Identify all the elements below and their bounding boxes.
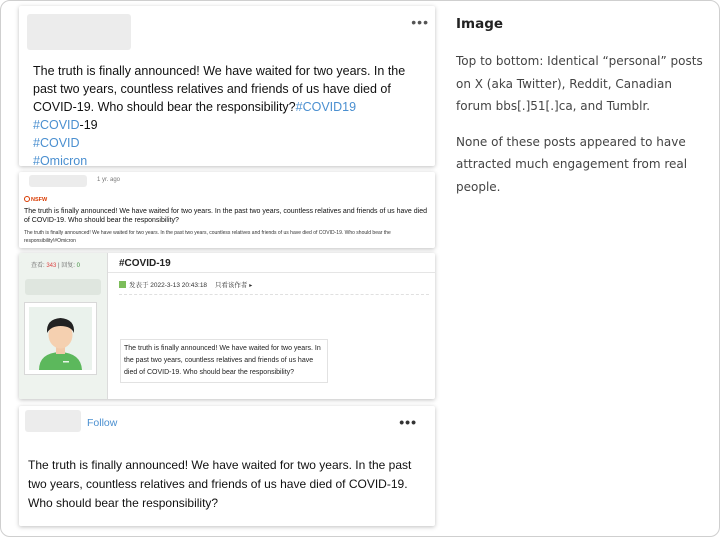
nsfw-badge [24, 196, 47, 203]
tumblr-post-card [19, 406, 435, 526]
default-avatar-icon [25, 303, 96, 374]
bbs-post-content: The truth is finally announced! We have waited for two years. In the past two years, countless relatives and friends of us have died of COVID-19. Who should bear the responsibility? [120, 339, 328, 383]
blurred-user-info [29, 175, 87, 187]
tumblr-post-body: The truth is finally announced! We have waited for two years. In the past two years, countless relatives and friends of us have died of COVID-19. Who should bear the responsibility? [28, 458, 412, 510]
post-date: 发表于 2022-3-13 20:43:18 [129, 282, 208, 289]
thread-stats [31, 260, 80, 269]
caption-paragraph-1: Top to bottom: Identical “personal” posts on X (aka Twitter), Reddit, Canadian forum bbs[.]51[.]ca, and Tumblr. [456, 54, 703, 113]
views-label: 查看: [31, 263, 45, 269]
replies-label: 回复: [61, 263, 75, 269]
views-count: 343 [46, 263, 57, 269]
hashtag-covid-19[interactable] [33, 116, 431, 134]
hashtag-omicron[interactable]: #Omicron [33, 154, 88, 166]
post-meta [119, 280, 252, 289]
reddit-post-body: The truth is finally announced! We have waited for two years. In the past two years, countless relatives and friends of us have died of COVID-19. Who should bear the responsibility!#Omicron [24, 230, 391, 244]
hashtag-covid-part: #COVID [33, 118, 80, 132]
caption-paragraph-2: None of these posts appeared to have attracted much engagement from real people. [456, 134, 688, 194]
author-only-link[interactable] [215, 282, 252, 289]
hashtag-covid[interactable]: #COVID [33, 136, 80, 150]
blurred-username [25, 279, 101, 295]
stats-separator: | [58, 263, 60, 269]
x-post-text: The truth is finally announced! We have waited for two years. In the past two years, countless relatives and friends of us have died of COVID-19. Who should bear the responsibility? [33, 64, 406, 114]
x-post-body [33, 62, 431, 166]
post-icon [119, 281, 126, 288]
author-only-label: 只看该作者 [214, 282, 248, 289]
hashtag-suffix-text: -19 [79, 118, 98, 132]
reddit-post-title[interactable]: The truth is finally announced! We have waited for two years. In the past two years, countless relatives and friends of us have died of COVID-19. Who should bear the responsibility? [24, 208, 427, 224]
caret-right-icon: ▸ [249, 283, 253, 289]
avatar[interactable] [24, 302, 97, 375]
more-dots-icon[interactable]: ••• [399, 414, 417, 430]
caption-heading: Image [456, 16, 504, 32]
thread-title[interactable]: #COVID-19 [119, 258, 171, 269]
reddit-post-card [19, 172, 435, 248]
meta-divider [119, 294, 429, 295]
nsfw-icon [24, 196, 30, 202]
bbs-forum-post-card [19, 253, 435, 399]
image-caption [456, 16, 711, 211]
blurred-user-info [27, 14, 131, 50]
replies-count: 0 [76, 263, 80, 269]
blurred-user-info [25, 410, 81, 432]
more-dots-icon[interactable]: ••• [411, 14, 429, 30]
column-divider [107, 253, 108, 399]
x-post-card [19, 6, 435, 166]
follow-button[interactable]: Follow [87, 417, 118, 429]
hashtag-covid19[interactable]: #COVID19 [295, 100, 357, 114]
post-timestamp: 1 yr. ago [97, 177, 121, 183]
nsfw-label: NSFW [31, 197, 48, 203]
